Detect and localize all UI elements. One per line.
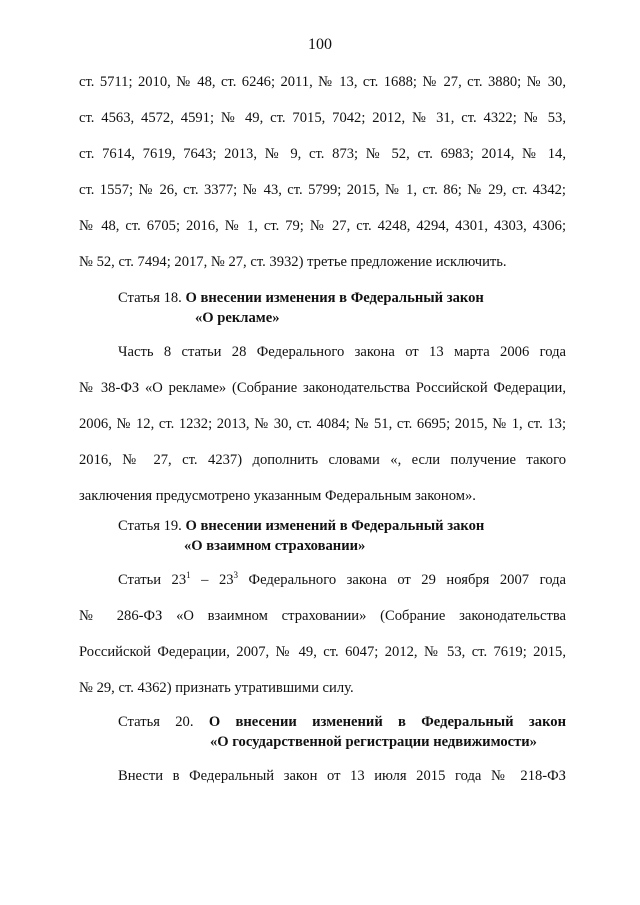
text-line: № 38-ФЗ «О рекламе» (Собрание законодательства Российской Федерации, <box>79 380 566 396</box>
text-line: ст. 1557; № 26, ст. 3377; № 43, ст. 5799; 2015, № 1, ст. 86; № 29, ст. 4342; <box>79 182 566 198</box>
article-18-heading <box>118 288 484 328</box>
text-fragment: Федерального закона от 29 ноября 2007 года <box>238 572 566 588</box>
superscript: 1 <box>186 570 191 581</box>
text-line: Часть 8 статьи 28 Федерального закона от 13 марта 2006 года <box>118 344 566 360</box>
text-line: № 29, ст. 4362) признать утратившими силу. <box>79 680 354 696</box>
text-line: № 286-ФЗ «О взаимном страховании» (Собрание законодательства <box>79 608 566 624</box>
article-20-text: Внести в Федеральный закон от 13 июля 2015 года № 218-ФЗ <box>118 768 566 784</box>
text-line: 2016, № 27, ст. 4237) дополнить словами «, если получение такого <box>79 452 566 468</box>
text-line: № 48, ст. 6705; 2016, № 1, ст. 79; № 27, ст. 4248, 4294, 4301, 4303, 4306; <box>79 218 566 234</box>
superscript: 3 <box>233 570 239 581</box>
text-line: Российской Федерации, 2007, № 49, ст. 6047; 2012, № 53, ст. 7619; 2015, <box>79 644 566 660</box>
text-line: ст. 5711; 2010, № 48, ст. 6246; 2011, № 13, ст. 1688; № 27, ст. 3880; № 30, <box>79 74 566 90</box>
text-line: № 52, ст. 7494; 2017, № 27, ст. 3932) третье предложение исключить. <box>79 254 507 270</box>
text-line <box>79 570 566 606</box>
text-line: ст. 7614, 7619, 7643; 2013, № 9, ст. 873; № 52, ст. 6983; 2014, № 14, <box>79 146 566 162</box>
article-19-heading <box>118 516 484 556</box>
text-line: 2006, № 12, ст. 1232; 2013, № 30, ст. 4084; № 51, ст. 6695; 2015, № 1, ст. 13; <box>79 416 566 432</box>
text-line: заключения предусмотрено указанным Федеральным законом». <box>79 488 476 504</box>
article-title: О внесении изменения в Федеральный закон <box>185 290 484 306</box>
text-fragment: Статьи 23 <box>118 572 187 588</box>
article-label: Статья 20. <box>118 714 194 730</box>
article-label: Статья 18. <box>118 290 182 306</box>
article-title: О внесении изменений в Федеральный закон <box>185 518 485 534</box>
article-title-line2: «О государственной регистрации недвижимости» <box>210 734 537 750</box>
article-19-text <box>79 570 566 714</box>
text-line: ст. 4563, 4572, 4591; № 49, ст. 7015, 7042; 2012, № 31, ст. 4322; № 53, <box>79 110 566 126</box>
article-20-heading <box>118 712 566 752</box>
article-18-text <box>79 342 566 522</box>
article-title-line2: «О рекламе» <box>195 310 280 326</box>
article-label: Статья 19. <box>118 518 182 534</box>
text-fragment: – 23 <box>190 572 234 588</box>
article-title: О внесении изменений в Федеральный закон <box>208 714 566 730</box>
paragraph-continuation <box>79 72 566 288</box>
article-title-line2: «О взаимном страховании» <box>184 538 366 554</box>
page-number: 100 <box>308 36 332 53</box>
